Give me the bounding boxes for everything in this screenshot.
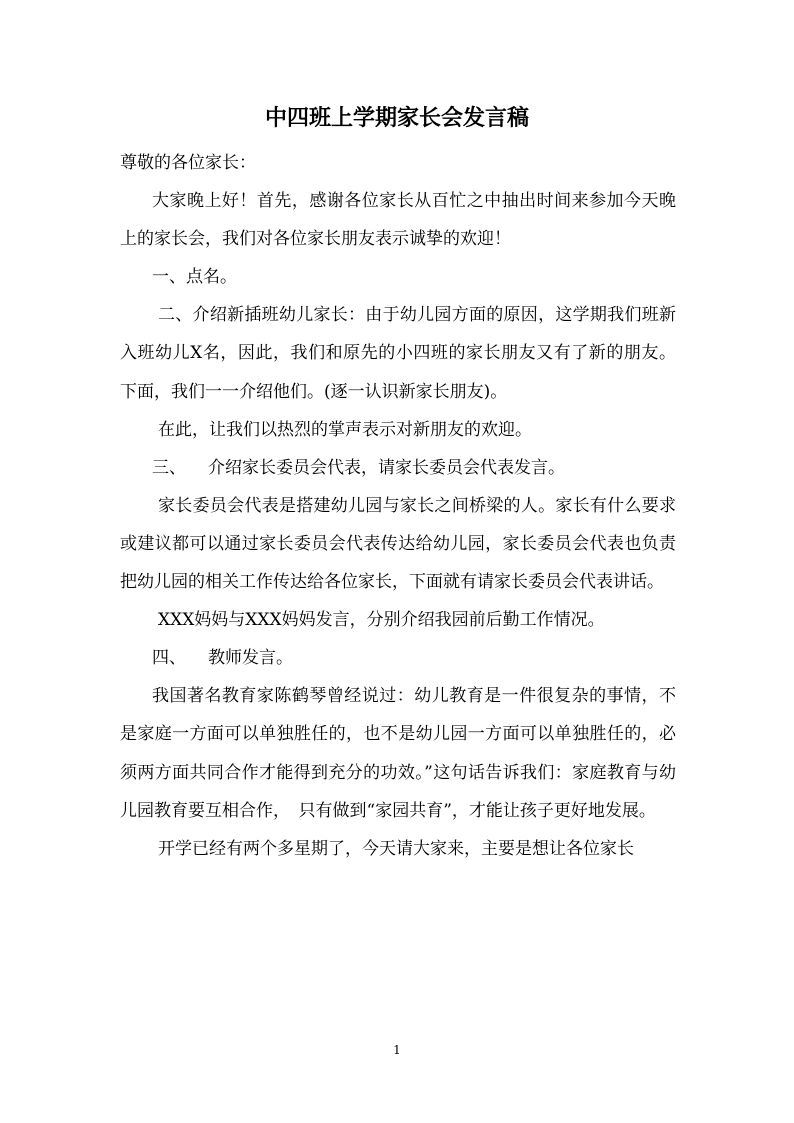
- document-body: [120, 144, 676, 868]
- heading-committee-text: 介绍家长委员会代表，请家长委员会代表发言。: [208, 457, 565, 478]
- page-number: 1: [393, 1043, 401, 1057]
- paragraph-closing: 开学已经有两个多星期了，今天请大家来，主要是想让各位家长: [158, 838, 634, 859]
- paragraph-committee: 家长委员会代表是搭建幼儿园与家长之间桥梁的人。家长有什么要求或建议都可以通过家长委员会代表传达给幼儿园，家长委员会代表也负责把幼儿园的相关工作传达给各位家长，下面就有请家长委员会代表讲话。: [120, 495, 676, 593]
- paragraph-quote: 我国著名教育家陈鹤琴曾经说过：幼儿教育是一件很复杂的事情，不是家庭一方面可以单独胜任的，也不是幼儿园一方面可以单独胜任的，必须两方面共同合作才能得到充分的功效。”这句话告诉我们：家庭教育与幼儿园教育要互相合作， 只有做到“家园共育”，才能让孩子更好地发展。: [120, 686, 676, 821]
- paragraph-new-parents: 二、介绍新插班幼儿家长：由于幼儿园方面的原因，这学期我们班新入班幼儿X名，因此，我们和原先的小四班的家长朋友又有了新的朋友。下面，我们一一介绍他们。(逐一认识新家长朋友)。: [120, 305, 676, 402]
- paragraph-mothers-speech: XXX妈妈与XXX妈妈发言，分别介绍我园前后勤工作情况。: [158, 610, 605, 631]
- paragraph-welcome: 在此，让我们以热烈的掌声表示对新朋友的欢迎。: [158, 419, 532, 440]
- heading-committee: [120, 449, 676, 487]
- heading-number-three: 三、: [152, 457, 186, 478]
- heading-teacher-text: 教师发言。: [208, 648, 293, 669]
- paragraph-greeting: 大家晚上好！首先，感谢各位家长从百忙之中抽出时间来参加今天晚上的家长会，我们对各位家长朋友表示诚挚的欢迎！: [120, 191, 676, 250]
- salutation: 尊敬的各位家长：: [120, 153, 256, 173]
- paragraph-roll-call: 一、点名。: [152, 267, 237, 288]
- heading-number-four: 四、: [152, 648, 186, 669]
- heading-teacher: [120, 639, 676, 677]
- document-title: 中四班上学期家长会发言稿: [264, 105, 529, 131]
